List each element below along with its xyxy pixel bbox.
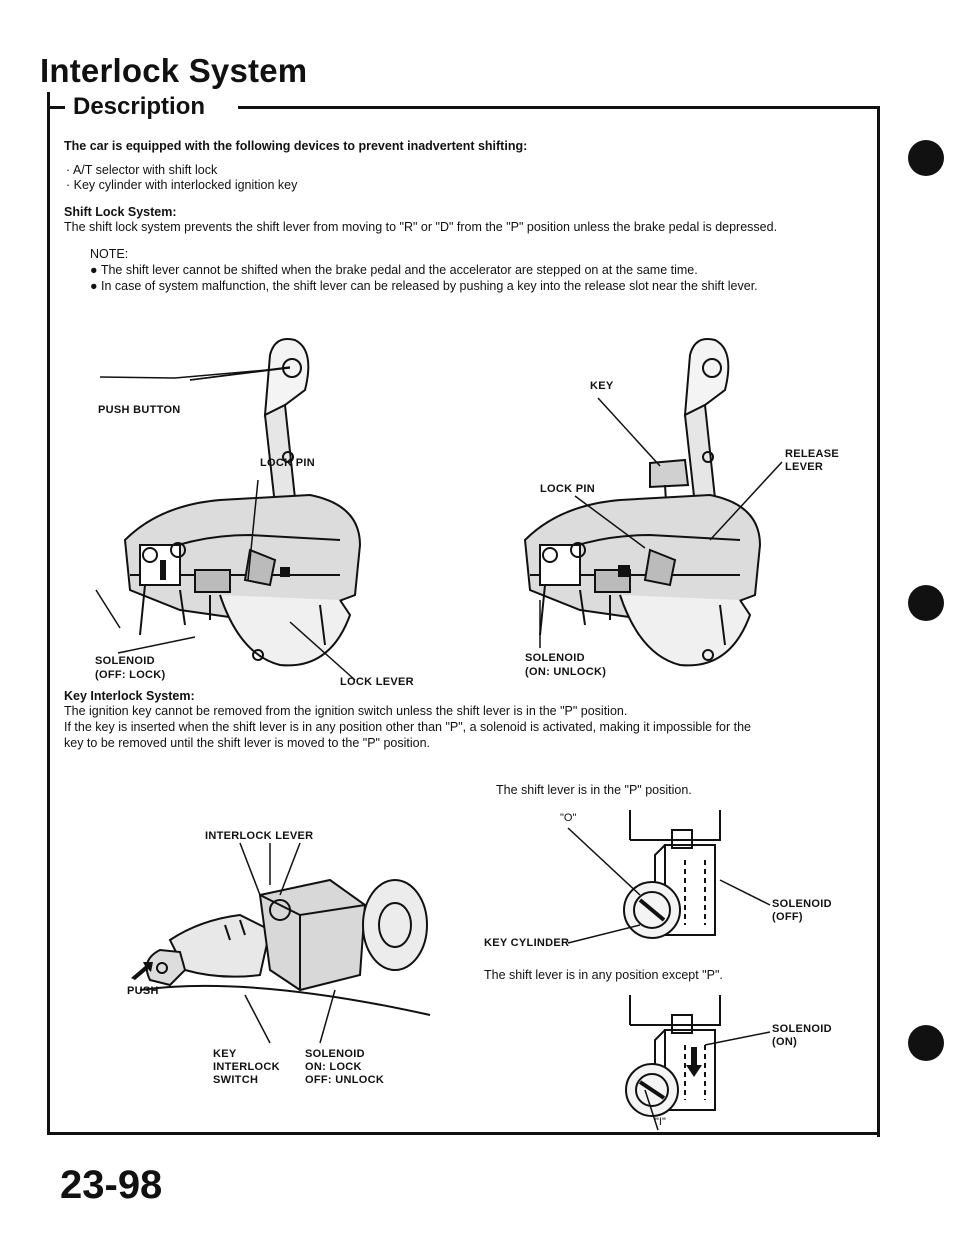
- fig4-solenoid-off-state: (OFF): [772, 911, 803, 923]
- bullet-text: Key cylinder with interlocked ignition key: [73, 178, 298, 192]
- fig1-solenoid-label: SOLENOID: [95, 655, 155, 667]
- fig2-release-label-2: LEVER: [785, 461, 824, 473]
- key-interlock-line: If the key is inserted when the shift lever is in any position other than "P", a solenoid is activated, making it impossible for the: [64, 720, 752, 734]
- note-item: ● In case of system malfunction, the shift lever can be released by pushing a key into the release slot near the shift lever.: [90, 279, 758, 293]
- note-text: The shift lever cannot be shifted when the brake pedal and the accelerator are stepped on at the same time.: [100, 263, 698, 277]
- key-interlock-heading: Key Interlock System:: [64, 689, 195, 703]
- fig4-i-label: "I": [655, 1116, 666, 1128]
- section-title: Description: [73, 93, 206, 120]
- fig4-solenoid-off-label: SOLENOID: [772, 898, 832, 910]
- shift-lock-heading: Shift Lock System:: [64, 205, 177, 219]
- fig1-push-button-label: PUSH BUTTON: [98, 404, 181, 416]
- fig1-solenoid-state: (OFF: LOCK): [95, 669, 166, 681]
- fig3-solenoid-on: ON: LOCK: [305, 1061, 362, 1073]
- page-title: Interlock System: [40, 52, 308, 89]
- fig4-o-label: "O": [560, 812, 577, 824]
- fig3-key-switch-label: KEY: [213, 1048, 237, 1060]
- intro-text: The car is equipped with the following devices to prevent inadvertent shifting:: [64, 139, 528, 153]
- key-interlock-line: The ignition key cannot be removed from the ignition switch unless the shift lever is in the "P" position.: [64, 704, 628, 718]
- fig2-solenoid-label: SOLENOID: [525, 652, 585, 664]
- fig3-key-switch-label-2: INTERLOCK: [213, 1061, 280, 1073]
- fig1-lock-pin-label: LOCK PIN: [260, 457, 315, 469]
- fig1-lock-lever-label: LOCK LEVER: [340, 676, 414, 688]
- fig3-solenoid-label: SOLENOID: [305, 1048, 365, 1060]
- note-text: In case of system malfunction, the shift lever can be released by pushing a key into the release slot near the shift lever.: [101, 279, 758, 293]
- fig4-solenoid-on-label: SOLENOID: [772, 1023, 832, 1035]
- shift-lock-text: The shift lock system prevents the shift lever from moving to "R" or "D" from the "P" position unless the brake pedal is depressed.: [64, 220, 778, 234]
- bullet-text: A/T selector with shift lock: [72, 163, 218, 177]
- fig2-key-label: KEY: [590, 380, 614, 392]
- fig4-solenoid-on-state: (ON): [772, 1036, 798, 1048]
- fig3-solenoid-off: OFF: UNLOCK: [305, 1074, 385, 1086]
- note-item: ● The shift lever cannot be shifted when the brake pedal and the accelerator are stepped on at the same time.: [90, 263, 698, 277]
- key-interlock-line: key to be removed until the shift lever is moved to the "P" position.: [64, 736, 431, 750]
- intro-bullet: · Key cylinder with interlocked ignition key: [66, 178, 298, 192]
- fig3-push-label: PUSH: [127, 985, 159, 997]
- note-label: NOTE:: [90, 247, 129, 261]
- fig3-key-switch-label-3: SWITCH: [213, 1074, 259, 1086]
- fig4-caption-other: The shift lever is in any position except "P".: [484, 968, 723, 982]
- fig2-release-label: RELEASE: [785, 448, 840, 460]
- page-number: 23-98: [60, 1163, 163, 1207]
- fig2-solenoid-state: (ON: UNLOCK): [525, 666, 607, 678]
- fig4-key-cylinder-label: KEY CYLINDER: [484, 937, 570, 949]
- intro-bullet: · A/T selector with shift lock: [66, 163, 218, 177]
- fig4-caption-p: The shift lever is in the "P" position.: [496, 783, 692, 797]
- fig3-interlock-lever-label: INTERLOCK LEVER: [205, 830, 314, 842]
- fig2-lock-pin-label: LOCK PIN: [540, 483, 595, 495]
